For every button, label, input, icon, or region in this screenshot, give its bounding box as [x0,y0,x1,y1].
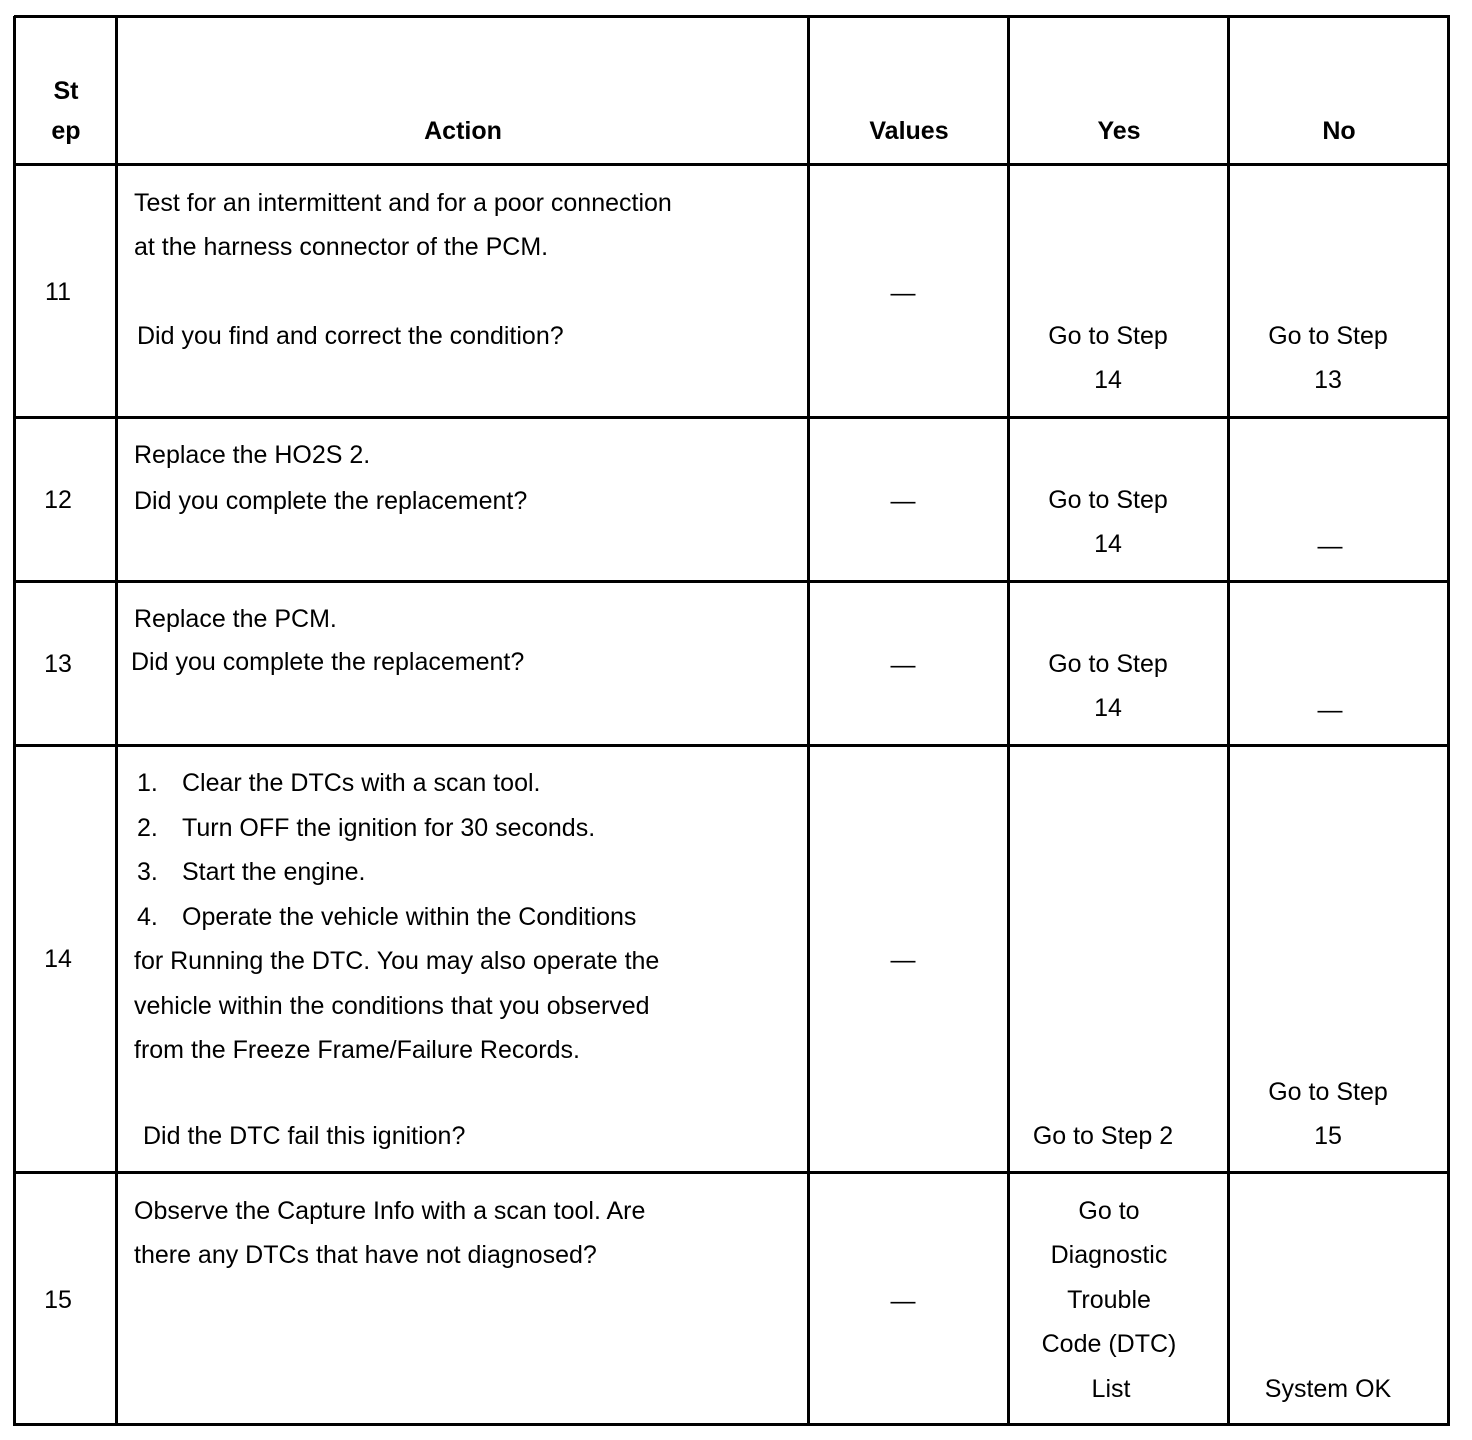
table-border-left [13,16,16,1426]
list-item-number: 2. [137,814,158,842]
header-step-line2: ep [51,117,81,145]
values-cell: — [890,487,916,515]
yes-cell: Trouble [1067,1286,1151,1314]
header-yes: Yes [1097,117,1141,145]
step-number: 14 [44,945,72,973]
no-cell: 13 [1314,366,1342,394]
header-step-line1: St [53,77,79,105]
action-text: Did you complete the replacement? [131,648,525,676]
header-action: Action [424,117,502,145]
yes-cell: Code (DTC) [1041,1330,1177,1358]
action-question: Did you find and correct the condition? [137,322,564,350]
action-text: for Running the DTC. You may also operate the [134,947,660,975]
column-divider [807,16,810,1426]
step-number: 13 [44,650,72,678]
action-text: Test for an intermittent and for a poor connection [134,189,672,217]
yes-cell: Go to Step [1048,322,1168,350]
action-text: vehicle within the conditions that you observed [134,992,650,1020]
yes-cell: Go to Step 2 [1032,1122,1174,1150]
no-cell: Go to Step [1268,322,1388,350]
no-cell: — [1317,696,1343,724]
yes-cell: Go to Step [1048,650,1168,678]
column-divider [115,16,118,1426]
action-text: from the Freeze Frame/Failure Records. [134,1036,580,1064]
yes-cell: 14 [1094,694,1122,722]
header-divider [14,163,1450,166]
yes-cell: 14 [1094,530,1122,558]
list-item-text: Operate the vehicle within the Conditions [182,903,637,931]
list-item-number: 3. [137,858,158,886]
no-cell: Go to Step [1268,1078,1388,1106]
table-border-right [1447,16,1450,1426]
header-values: Values [869,117,949,145]
yes-cell: Go to [1078,1197,1140,1225]
yes-cell: List [1091,1375,1131,1403]
step-number: 12 [44,486,72,514]
values-cell: — [890,279,916,307]
step-number: 11 [45,278,71,306]
yes-cell: Diagnostic [1050,1241,1168,1269]
no-cell: System OK [1264,1375,1392,1403]
list-item-text: Start the engine. [182,858,366,886]
row-divider [14,744,1450,747]
values-cell: — [890,946,916,974]
action-question: Did the DTC fail this ignition? [143,1122,466,1150]
no-cell: 15 [1314,1122,1342,1150]
list-item-number: 4. [137,903,158,931]
list-item-number: 1. [137,769,158,797]
action-text: Replace the PCM. [134,605,337,633]
row-divider [14,416,1450,419]
values-cell: — [890,1287,916,1315]
action-text: Replace the HO2S 2. [134,441,371,469]
values-cell: — [890,651,916,679]
table-border-bottom [14,1423,1450,1426]
list-item-text: Turn OFF the ignition for 30 seconds. [182,814,596,842]
action-text: there any DTCs that have not diagnosed? [134,1241,597,1269]
action-text: at the harness connector of the PCM. [134,233,549,261]
no-cell: — [1317,532,1343,560]
yes-cell: 14 [1094,366,1122,394]
yes-cell: Go to Step [1048,486,1168,514]
list-item-text: Clear the DTCs with a scan tool. [182,769,541,797]
action-text: Observe the Capture Info with a scan tool. Are [134,1197,646,1225]
step-number: 15 [44,1286,72,1314]
table-border-top [14,15,1450,18]
action-text: Did you complete the replacement? [134,487,528,515]
row-divider [14,1171,1450,1174]
header-no: No [1322,117,1356,145]
row-divider [14,580,1450,583]
